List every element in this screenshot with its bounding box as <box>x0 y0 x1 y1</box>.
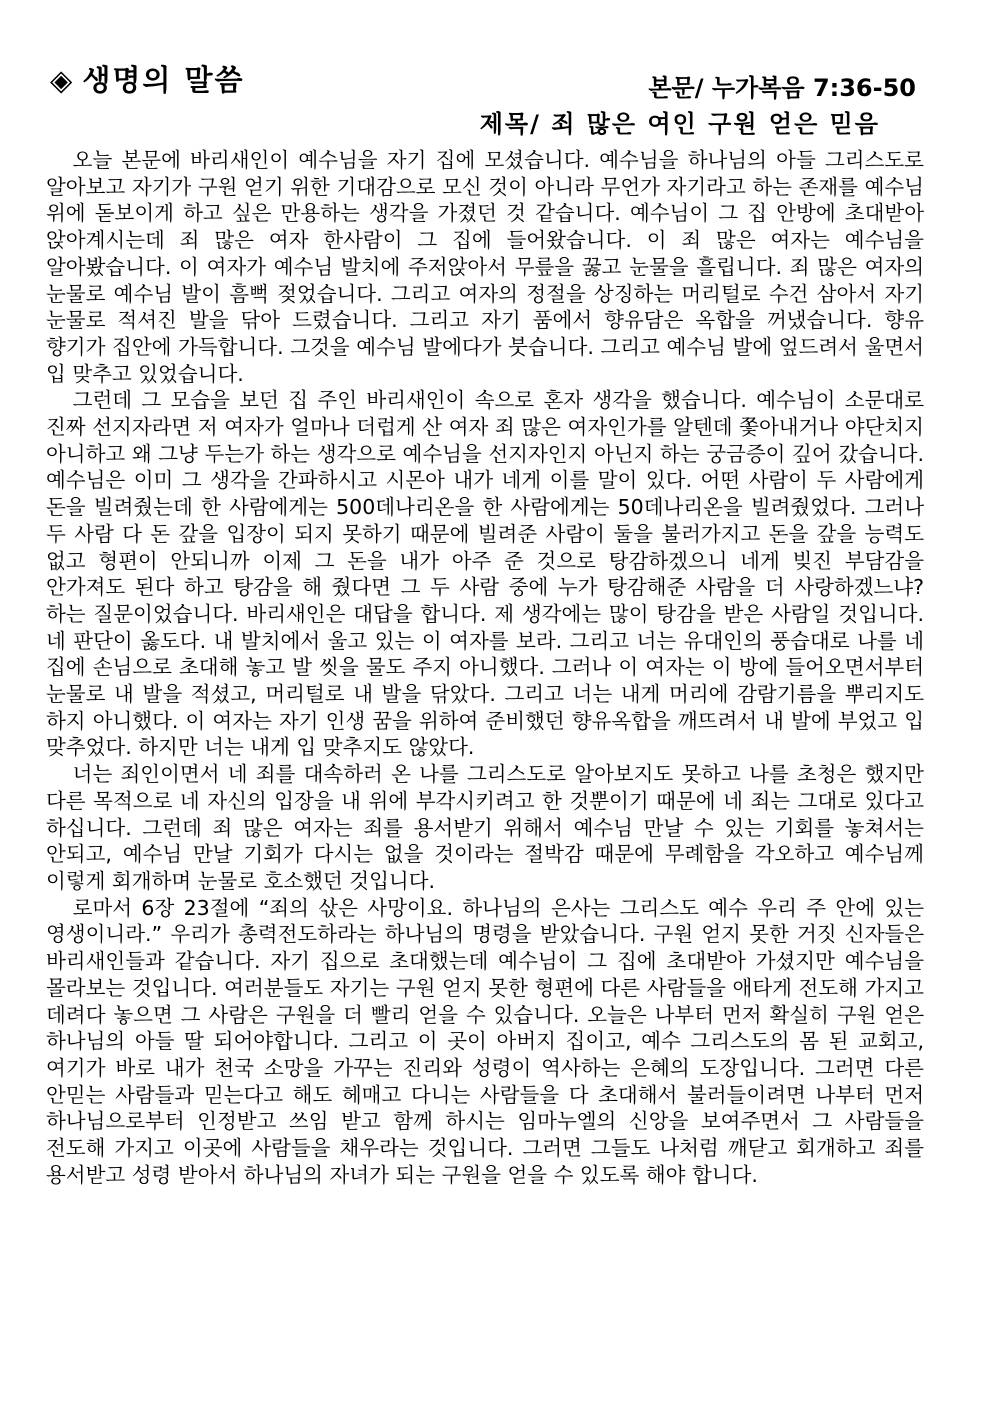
section-title-text: 생명의 말씀 <box>82 63 245 97</box>
paragraph-1: 오늘 본문에 바리새인이 예수님을 자기 집에 모셨습니다. 예수님을 하나님의 아들 그리스도로 알아보고 자기가 구원 얻기 위한 기대감으로 모신 것이 아니라 무언가 자기라고 하는 존재를 예수님 위에 돋보이게 하고 싶은 만용하는 생각을 가졌던 것 같습니다. 예수님이 그 집 안방에 초대받아 앉아계시는데 죄 많은 여자 한사람이 그 집에 들어왔습니다. 이 죄 많은 여자는 예수님을 알아봤습니다. 이 여자가 예수님 발치에 주저앉아서 무릎을 꿇고 눈물을 흘립니다. 죄 많은 여자의 눈물로 예수님 발이 흠뻑 젖었습니다. 그리고 여자의 정절을 상징하는 머리털로 수건 삼아서 자기 눈물로 적셔진 발을 닦아 드렸습니다. 그리고 자기 품에서 향유담은 옥합을 꺼냈습니다. 향유 향기가 집안에 가득합니다. 그것을 예수님 발에다가 붓습니다. 그리고 예수님 발에 엎드려서 울면서 입 맞추고 있었습니다. <box>46 148 924 386</box>
paragraph-4: 로마서 6장 23절에 “죄의 삯은 사망이요. 하나님의 은사는 그리스도 예수 우리 주 안에 있는 영생이니라.” 우리가 총력전도하라는 하나님의 명령을 받았습니다. 구원 얻지 못한 거짓 신자들은 바리새인들과 같습니다. 자기 집으로 초대했는데 예수님이 그 집에 초대받아 가셨지만 예수님을 몰라보는 것입니다. 여러분들도 자기는 구원 얻지 못한 형편에 다른 사람들을 애타게 전도해 가지고 데려다 놓으면 그 사람은 구원을 더 빨리 얻을 수 있습니다. 오늘은 나부터 먼저 확실히 구원 얻은 하나님의 아들 딸 되어야합니다. 그리고 이 곳이 아버지 집이고, 예수 그리스도의 몸 된 교회고, 여기가 바로 내가 천국 소망을 가꾸는 진리와 성령이 역사하는 은혜의 도장입니다. 그러면 다른 안믿는 사람들과 믿는다고 해도 헤매고 다니는 사람들을 다 초대해서 불러들이려면 나부터 먼저 하나님으로부터 인정받고 쓰임 받고 함께 하시는 임마누엘의 신앙을 보여주면서 그 사람들을 전도해 가지고 이곳에 사람들을 채우라는 것입니다. 그러면 그들도 나처럼 깨닫고 회개하고 죄를 용서받고 성령 받아서 하나님의 자녀가 되는 구원을 얻을 수 있도록 해야 합니다. <box>46 895 924 1187</box>
scripture-reference: 본문/ 누가복음 7:36-50 <box>648 74 916 102</box>
diamond-bullet-icon: ◈ <box>50 63 75 97</box>
section-title <box>50 58 244 99</box>
sermon-body <box>46 147 924 1188</box>
paragraph-3: 너는 죄인이면서 네 죄를 대속하러 온 나를 그리스도로 알아보지도 못하고 나를 초청은 했지만 다른 목적으로 네 자신의 입장을 내 위에 부각시키려고 한 것뿐이기 때문에 네 죄는 그대로 있다고 하십니다. 그런데 죄 많은 여자는 죄를 용서받기 위해서 예수님 만날 수 있는 기회를 놓쳐서는 안되고, 예수님 만날 기회가 다시는 없을 것이라는 절박감 때문에 무례함을 각오하고 예수님께 이렇게 회개하며 눈물로 호소했던 것입니다. <box>46 762 924 893</box>
sermon-title: 제목/ 죄 많은 여인 구원 얻은 믿음 <box>479 110 880 138</box>
paragraph-2: 그런데 그 모습을 보던 집 주인 바리새인이 속으로 혼자 생각을 했습니다. 예수님이 소문대로 진짜 선지자라면 저 여자가 얼마나 더럽게 산 여자 죄 많은 여자인가를 알텐데 쫓아내거나 야단치지 아니하고 왜 그냥 두는가 하는 생각으로 예수님을 선지자인지 아닌지 하는 궁금증이 깊어 갔습니다. 예수님은 이미 그 생각을 간파하시고 시몬아 내가 네게 이를 말이 있다. 어떤 사람이 두 사람에게 돈을 빌려줬는데 한 사람에게는 500데나리온을 한 사람에게는 50데나리온을 빌려줬었다. 그러나 두 사람 다 돈 갚을 입장이 되지 못하기 때문에 빌려준 사람이 둘을 불러가지고 돈을 갚을 능력도 없고 형편이 안되니까 이제 그 돈을 내가 아주 준 것으로 탕감하겠으니 네게 빚진 부담감을 안가져도 된다 하고 탕감을 해 줬다면 그 두 사람 중에 누가 탕감해준 사람을 더 사랑하겠느냐? 하는 질문이었습니다. 바리새인은 대답을 합니다. 제 생각에는 많이 탕감을 받은 사람일 것입니다. 네 판단이 옳도다. 내 발치에서 울고 있는 이 여자를 보라. 그리고 너는 유대인의 풍습대로 나를 네 집에 손님으로 초대해 놓고 발 씻을 물도 주지 아니했다. 그러나 이 여자는 이 방에 들어오면서부터 눈물로 내 발을 적셨고, 머리털로 내 발을 닦았다. 그리고 너는 내게 머리에 감람기름을 뿌리지도 하지 아니했다. 이 여자는 자기 인생 꿈을 위하여 준비했던 향유옥합을 깨뜨려서 내 발에 부었고 입 맞추었다. 하지만 너는 내게 입 맞추지도 않았다. <box>46 388 924 760</box>
